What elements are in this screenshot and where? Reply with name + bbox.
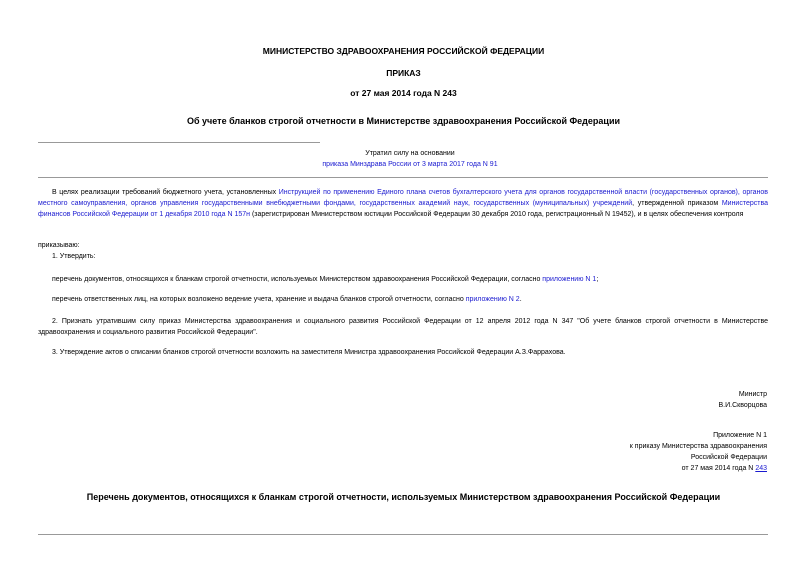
appendix-title: Перечень документов, относящихся к бланкам строгой отчетности, используемых Министерством здравоохранения Российской Федерации [86, 492, 721, 502]
date-number-heading: от 27 мая 2014 года N 243 [350, 88, 457, 98]
appendix-line-2: к приказу Министерства здравоохранения [629, 443, 767, 450]
item-1a-text: перечень документов, относящихся к бланкам строгой отчетности, используемых Министерством здравоохранения Российской Федерации, согласно [52, 276, 543, 283]
preamble-paragraph [38, 187, 768, 220]
appendix-1-link[interactable]: приложению N 1 [542, 276, 597, 283]
preamble-text-2: , утвержденной приказом [632, 200, 722, 207]
ministry-heading: МИНИСТЕРСТВО ЗДРАВООХРАНЕНИЯ РОССИЙСКОЙ ФЕДЕРАЦИИ [262, 46, 545, 56]
item-1b-end: . [519, 296, 522, 303]
expired-label: Утратил силу на основании [365, 150, 455, 157]
document-title: Об учете бланков строгой отчетности в Министерстве здравоохранения Российской Федерации [186, 116, 621, 126]
item-1a-end: ; [596, 276, 599, 283]
appendix-line-1: Приложение N 1 [713, 432, 767, 439]
order-number-link[interactable]: 243 [755, 465, 767, 472]
expired-order-link[interactable]: приказа Минздрава России от 3 марта 2017 года N 91 [322, 161, 498, 168]
doc-type-heading: ПРИКАЗ [386, 68, 421, 78]
signature-name: В.И.Скворцова [718, 402, 767, 409]
appendix-line-4-text: от 27 мая 2014 года N [681, 465, 756, 472]
item-3: 3. Утверждение актов о списании бланков строгой отчетности возложить на заместителя Министра здравоохранения Российской Федерации А.З.Фаррахова. [52, 349, 566, 356]
appendix-line-3: Российской Федерации [690, 454, 767, 461]
divider-full [38, 177, 768, 178]
order-verb: приказываю: [38, 242, 80, 249]
appendix-line-4 [682, 463, 767, 474]
item-1b [52, 294, 768, 305]
divider-bottom [38, 534, 768, 535]
appendix-2-link[interactable]: приложению N 2 [465, 296, 520, 303]
preamble-text-3: (зарегистрирован Министерством юстиции Российской Федерации 30 декабря 2010 года, регистрационный N 19452), и в целях обеспечения контроля [250, 211, 744, 218]
minfin-order-link[interactable]: Министерства финансов Российской Федерации от 1 декабря 2010 года N 157н [38, 200, 768, 218]
item-1b-text: перечень ответственных лиц, на которых возложено ведение учета, хранение и выдача бланков строгой отчетности, согласно [52, 296, 466, 303]
signature-role: Министр [738, 391, 767, 398]
preamble-text-1: В целях реализации требований бюджетного учета, установленных [52, 189, 279, 196]
item-1a [52, 274, 768, 285]
instruction-link[interactable]: Инструкцией по применению Единого плана счетов бухгалтерского учета для органов государственной власти (государственных органов), органов местного самоуправления, органов управления государственными внебюджетными фондами, государственных академий наук, государственных (муниципальных) учреждений [38, 189, 769, 207]
divider-left [38, 142, 320, 143]
expired-notice [300, 148, 520, 170]
item-1: 1. Утвердить: [52, 253, 96, 260]
item-2: 2. Признать утратившим силу приказ Министерства здравоохранения и социального развития Российской Федерации от 12 апреля 2012 года N 347 "Об учете бланков строгой отчетности в Министерстве здравоохранения и социального развития Российской Федерации". [38, 318, 768, 336]
